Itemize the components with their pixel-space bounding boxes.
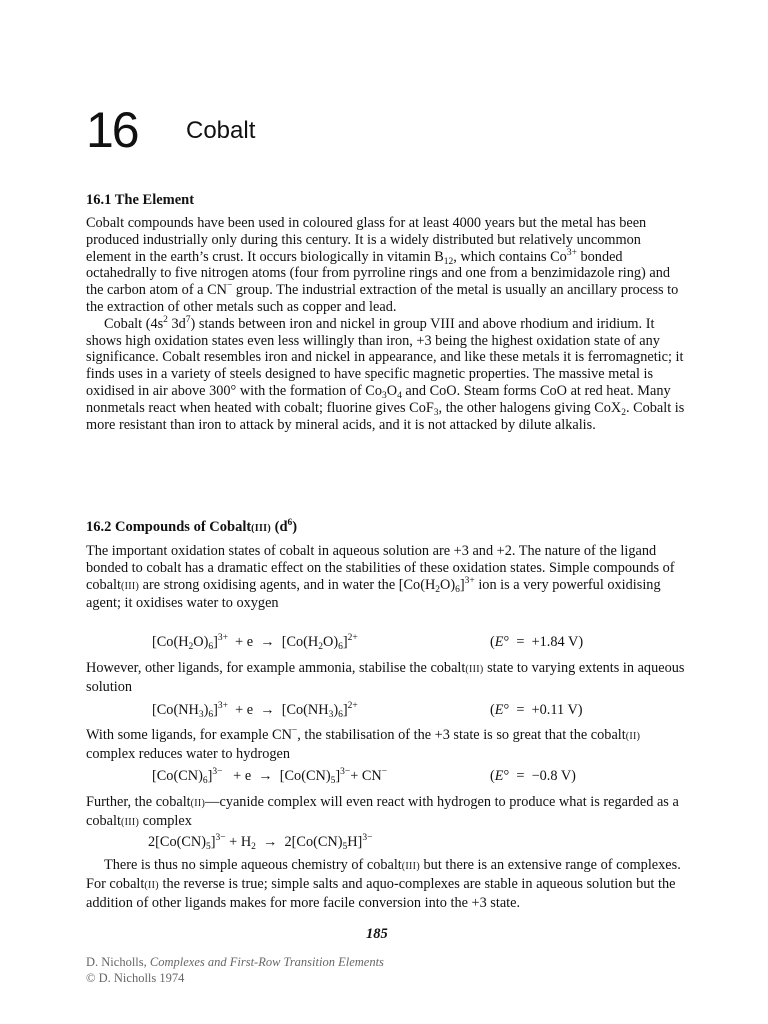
equation-4: $2[Co(CN)_5]^{3-} + H_2 \to 2[Co(CN)_5H]^{3-}$ xyxy=(148,833,373,852)
paragraph: Cobalt ($4s^2$ $3d^7$) stands between iron and nickel in group VIII and above rhodium and iridium. It shows high oxidation states even less willingly than iron, +3 being the highest oxidation state of any significance. Cobalt resembles iron and nickel in appearance, and like these metals it is ferromagnetic; it finds uses in a variety of steels designed to have specific magnetic properties. The massive metal is oxidised in air above 300° with the formation of $Co_3O_4$ and CoO. Steam forms CoO at red heat. Many nonmetals react when heated with cobalt; fluorine gives CoF$_3$, the other halogens giving CoX$_2$. Cobalt is more resistant than iron to attack by mineral acids, and it is not attacked by dilute alkalis. xyxy=(86,314,685,433)
equation-2-potential: (E° = +0.11 V) xyxy=(490,702,583,718)
section-16-2-intro xyxy=(86,543,686,612)
equation-3-potential: (E° = −0.8 V) xyxy=(490,768,576,784)
footer-author: D. Nicholls, xyxy=(86,955,147,969)
footer-book-title: Complexes and First-Row Transition Elements xyxy=(149,955,384,969)
paragraph: There is thus no simple aqueous chemistry of cobalt(III) but there is an extensive range of complexes. For cobalt(II) the reverse is true; simple salts and aquo-complexes are stable in aqueous solution but the addition of other ligands makes for more facile conversion into the +3 state. xyxy=(86,857,681,911)
equation-2: $[Co(NH_3)_6]^{3+} + e \to [Co(NH_3)_6]^{2+}$ (E° = +0.11 V) xyxy=(152,701,583,720)
potential-value: −0.8 V xyxy=(531,768,572,784)
heading-roman: (III) xyxy=(251,523,272,534)
paragraph: With some ligands, for example CN−, the stabilisation of the +3 state is so great that the cobalt(II) complex reduces water to hydrogen xyxy=(86,726,641,762)
equation-3: $[Co(CN)_6]^{3-} + e \to [Co(CN)_5]^{3-}+ CN^-$ (E° = −0.8 V) xyxy=(152,767,576,786)
chapter-number: 16 xyxy=(86,102,138,158)
paragraph: Further, the cobalt(II)—cyanide complex will even react with hydrogen to produce what is regarded as a cobalt(III) complex xyxy=(86,794,679,829)
footer-citation xyxy=(86,954,384,970)
equation-1-potential: (E° = +1.84 V) xyxy=(490,634,584,650)
section-16-2-para-3 xyxy=(86,727,686,763)
heading-sup: 6 xyxy=(287,518,293,528)
page-number: 185 xyxy=(366,926,388,942)
heading-text: (d xyxy=(271,519,288,535)
paragraph: The important oxidation states of cobalt in aqueous solution are +3 and +2. The nature of the ligand bonded to cobalt has a dramatic effect on the stabilities of these oxidation states. Simple compounds of cobalt(III) are strong oxidising agents, and in water the $[Co(H_2O)_6]^{3+}$ ion is a very powerful oxidising agent; it oxidises water to oxygen xyxy=(86,543,675,612)
paragraph: Cobalt compounds have been used in coloured glass for at least 4000 years but the metal has been produced industrially only during this century. It is a widely distributed but relatively uncommon element in the earth’s crust. It occurs biologically in vitamin $B_{12}$, which contains $Co^{3+}$ bonded octahedrally to five nitrogen atoms (four from pyrroline rings and one from a benzimidazole ring) and the carbon atom of a CN− group. The industrial extraction of the metal is usually an ancillary process to the extraction of other metals such as copper and lead. xyxy=(86,215,679,315)
paragraph: However, other ligands, for example ammonia, stabilise the cobalt(III) state to varying extents in aqueous solution xyxy=(86,660,685,695)
heading-text: ) xyxy=(292,519,298,535)
chapter-title: Cobalt xyxy=(186,117,256,144)
heading-text: 16.2 Compounds of Cobalt xyxy=(86,519,252,535)
potential-value: +0.11 V xyxy=(531,702,578,718)
section-16-2-para-4 xyxy=(86,794,686,832)
section-heading-16-1: 16.1 The Element xyxy=(86,192,195,208)
section-16-2-para-5 xyxy=(86,857,686,911)
section-16-1-body xyxy=(86,215,686,433)
section-16-2-para-2 xyxy=(86,660,686,696)
footer-copyright: © D. Nicholls 1974 xyxy=(86,971,185,985)
footer-credit xyxy=(86,954,384,986)
potential-value: +1.84 V xyxy=(531,634,579,650)
section-heading-16-2 xyxy=(86,518,297,538)
equation-1: $[Co(H_2O)_6]^{3+} + e \to [Co(H_2O)_6]^{2+}$ (E° = +1.84 V) xyxy=(152,633,584,652)
